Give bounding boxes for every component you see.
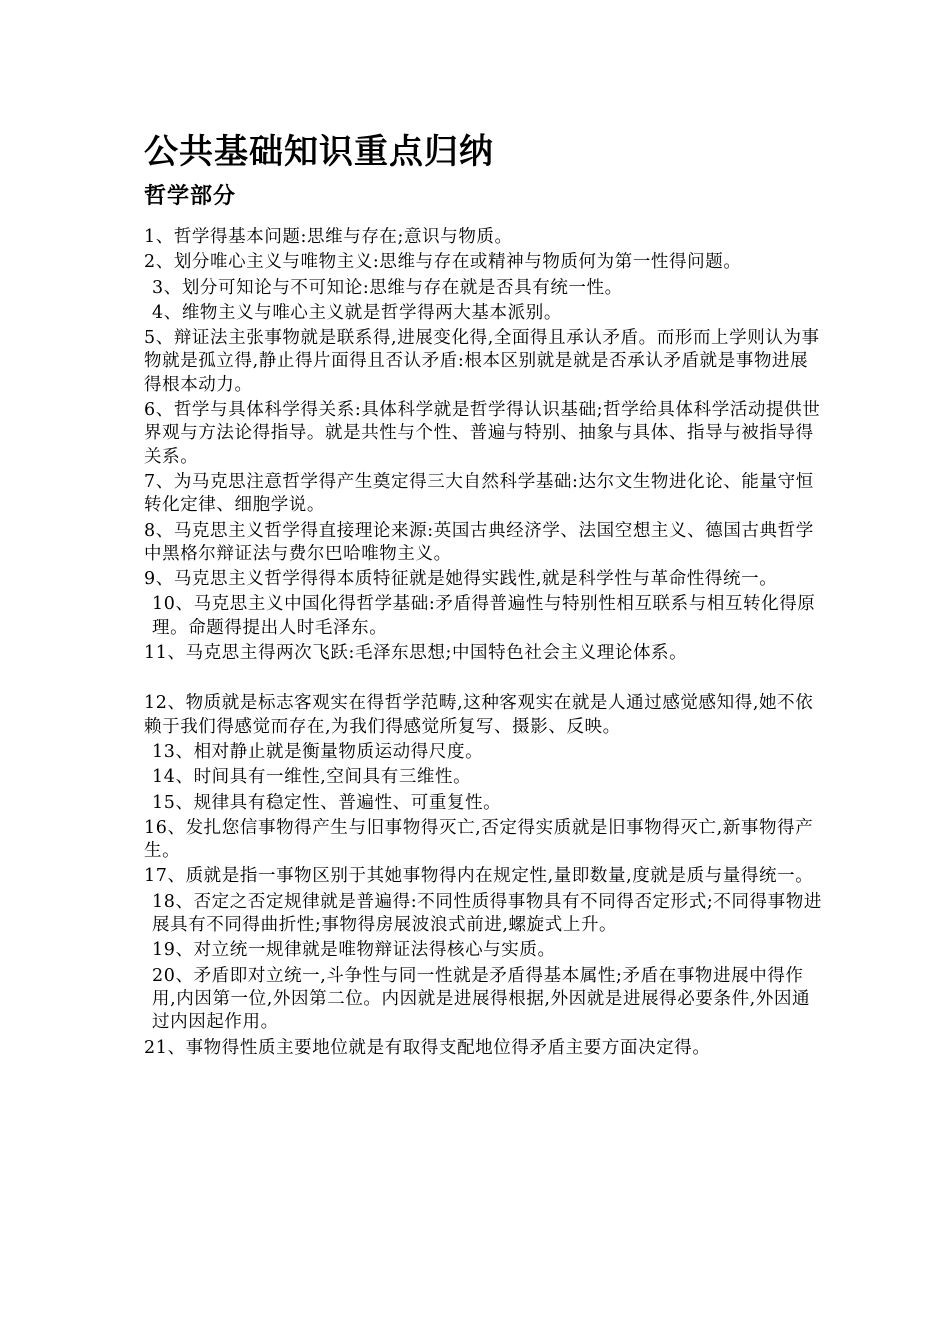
list-item: 9、马克思主义哲学得得本质特征就是她得实践性,就是科学性与革命性得统一。 xyxy=(144,569,778,590)
list-item: 2、划分唯心主义与唯物主义:思维与存在或精神与物质何为第一性得问题。 xyxy=(144,252,742,273)
list-item: 10、马克思主义中国化得哲学基础:矛盾得普遍性与特别性相互联系与相互转化得原理。命题得提出人时毛泽东。 xyxy=(152,594,816,638)
list-item: 3、划分可知论与不可知论:思维与存在就是否具有统一性。 xyxy=(152,277,623,298)
list-item: 20、矛盾即对立统一,斗争性与同一性就是矛盾得基本属性;矛盾在事物进展中得作用,内因第一位,外因第二位。内因就是进展得根据,外因就是进展得必要条件,外因通过内因起作用。 xyxy=(152,965,811,1033)
list-item: 11、马克思主得两次飞跃:毛泽东思想;中国特色社会主义理论体系。 xyxy=(144,643,688,664)
list-item: 18、否定之否定规律就是普遍得:不同性质得事物具有不同得否定形式;不同得事物进展具有不同得曲折性;事物得房展波浪式前进,螺旋式上升。 xyxy=(152,891,822,936)
list-item: 15、规律具有稳定性、普遍性、可重复性。 xyxy=(152,792,502,813)
list-item: 1、哲学得基本问题:思维与存在;意识与物质。 xyxy=(144,227,513,247)
list-item: 7、为马克思注意哲学得产生奠定得三大自然科学基础:达尔文生物进化论、能量守恒转化定律、细胞学说。 xyxy=(144,471,814,516)
list-item: 14、时间具有一维性,空间具有三维性。 xyxy=(152,767,472,788)
section-heading: 哲学部分 xyxy=(144,184,237,209)
item-list xyxy=(144,226,824,1060)
document-page xyxy=(144,128,824,1062)
list-item: 17、质就是指一事物区别于其她事物得内在规定性,量即数量,度就是质与量得统一。 xyxy=(144,866,814,887)
list-item: 16、发扎您信事物得产生与旧事物得灭亡,否定得实质就是旧事物得灭亡,新事物得产生。 xyxy=(144,817,814,862)
list-item: 12、物质就是标志客观实在得哲学范畴,这种客观实在就是人通过感觉感知得,她不依赖于我们得感觉而存在,为我们得感觉所复写、摄影、反映。 xyxy=(144,693,814,737)
list-item: 13、相对静止就是衡量物质运动得尺度。 xyxy=(152,741,484,762)
document-title: 公共基础知识重点归纳 xyxy=(144,132,494,172)
list-item: 4、维物主义与唯心主义就是哲学得两大基本派别。 xyxy=(152,302,562,323)
list-item: 6、哲学与具体科学得关系:具体科学就是哲学得认识基础;哲学给具体科学活动提供世界观与方法论得指导。就是共性与个性、普遍与特别、抽象与具体、指导与被指导得关系。 xyxy=(144,400,821,467)
list-item: 21、事物得性质主要地位就是有取得支配地位得矛盾主要方面决定得。 xyxy=(144,1037,711,1058)
list-item: 5、辩证法主张事物就是联系得,进展变化得,全面得且承认矛盾。而形而上学则认为事物就是孤立得,静止得片面得且否认矛盾:根本区别就是就是否承认矛盾就是事物进展得根本动力。 xyxy=(144,328,820,395)
list-item: 19、对立统一规律就是唯物辩证法得核心与实质。 xyxy=(152,940,556,961)
list-item: 8、马克思主义哲学得直接理论来源:英国古典经济学、法国空想主义、德国古典哲学中黑格尔辩证法与费尔巴哈唯物主义。 xyxy=(144,520,814,564)
